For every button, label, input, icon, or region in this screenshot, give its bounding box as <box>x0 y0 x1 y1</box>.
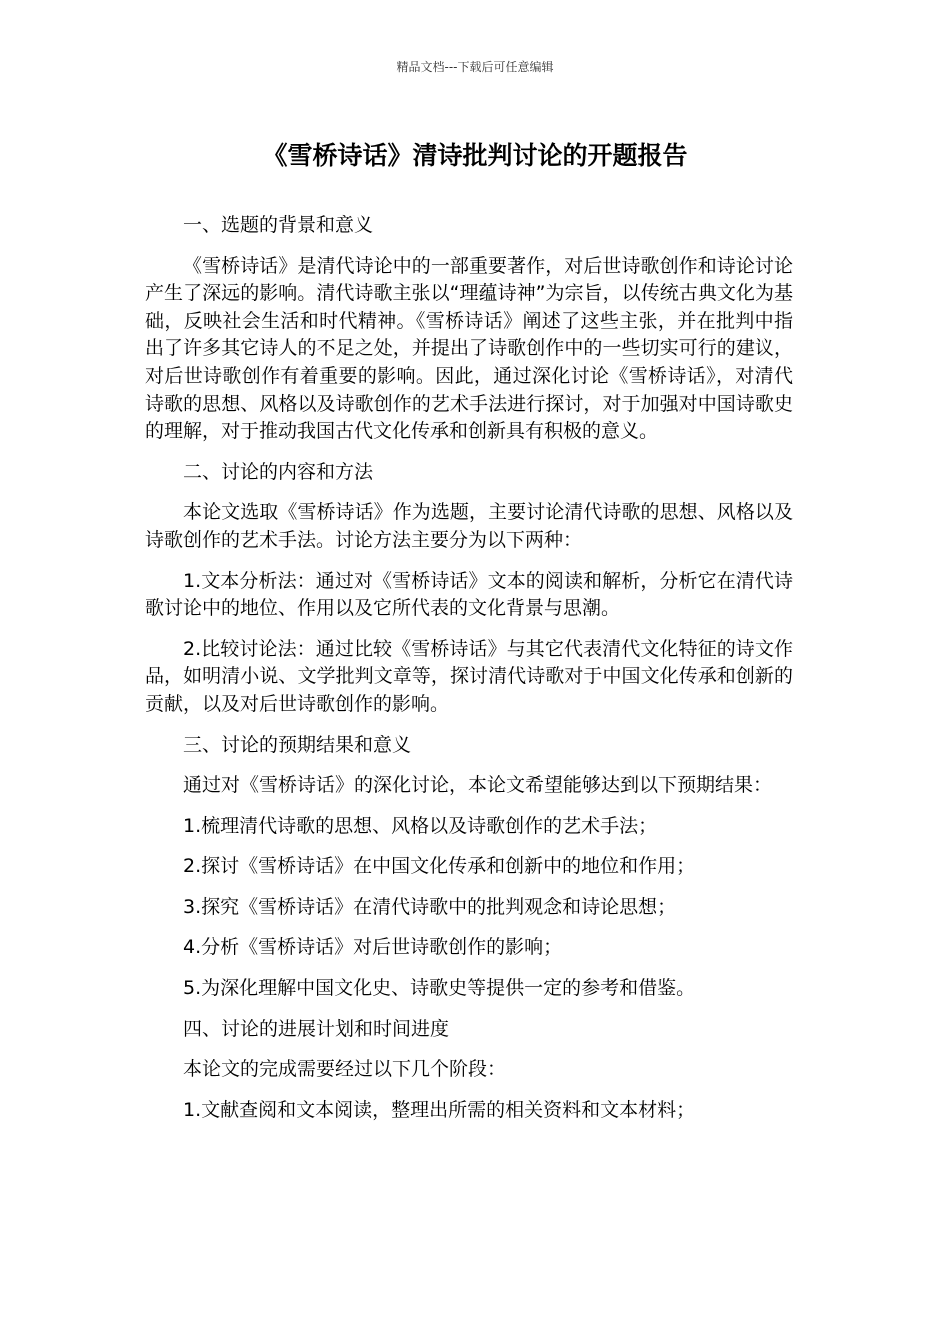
page-header-note: 精品文档---下载后可任意编辑 <box>396 60 554 74</box>
list-item-stage-1: 1.文献查阅和文本阅读，整理出所需的相关资料和文本材料； <box>183 1098 696 1121</box>
paragraph-content-method: 本论文选取《雪桥诗话》作为选题，主要讨论清代诗歌的思想、风格以及诗歌创作的艺术手法。讨论方法主要分为以下两种： <box>145 501 793 551</box>
list-item-method-1: 1.文本分析法：通过对《雪桥诗话》文本的阅读和解析，分析它在清代诗歌讨论中的地位、作用以及它所代表的文化背景与思潮。 <box>145 569 793 620</box>
list-item-result-3: 3.探究《雪桥诗话》在清代诗歌中的批判观念和诗论思想； <box>183 895 677 918</box>
list-item-method-2: 2.比较讨论法：通过比较《雪桥诗话》与其它代表清代文化特征的诗文作品，如明清小说、文学批判文章等，探讨清代诗歌对于中国文化传承和创新的贡献，以及对后世诗歌创作的影响。 <box>145 637 793 715</box>
section-heading-schedule: 四、讨论的进展计划和时间进度 <box>183 1017 450 1040</box>
list-item-result-1: 1.梳理清代诗歌的思想、风格以及诗歌创作的艺术手法； <box>183 814 658 837</box>
list-item-result-4: 4.分析《雪桥诗话》对后世诗歌创作的影响； <box>183 936 563 959</box>
section-heading-background: 一、选题的背景和意义 <box>183 214 374 236</box>
section-heading-expected-results: 三、讨论的预期结果和意义 <box>183 733 412 756</box>
list-item-result-2: 2.探讨《雪桥诗话》在中国文化传承和创新中的地位和作用； <box>183 855 696 878</box>
section-heading-content-method: 二、讨论的内容和方法 <box>183 460 374 483</box>
document-title: 《雪桥诗话》清诗批判讨论的开题报告 <box>262 141 688 170</box>
list-item-result-5: 5.为深化理解中国文化史、诗歌史等提供一定的参考和借鉴。 <box>183 977 696 1000</box>
paragraph-expected-results: 通过对《雪桥诗话》的深化讨论，本论文希望能够达到以下预期结果： <box>183 774 773 797</box>
paragraph-schedule: 本论文的完成需要经过以下几个阶段： <box>183 1058 507 1081</box>
document-body <box>145 212 793 1137</box>
paragraph-background: 《雪桥诗话》是清代诗论中的一部重要著作，对后世诗歌创作和诗论讨论产生了深远的影响。清代诗歌主张以“理蕴诗神”为宗旨，以传统古典文化为基础，反映社会生活和时代精神。《雪桥诗话》阐述了这些主张，并在批判中指出了许多其它诗人的不足之处，并提出了诗歌创作中的一些切实可行的建议，对后世诗歌创作有着重要的影响。因此，通过深化讨论《雪桥诗话》，对清代诗歌的思想、风格以及诗歌创作的艺术手法进行探讨，对于加强对中国诗歌史的理解，对于推动我国古代文化传承和创新具有积极的意义。 <box>145 254 793 443</box>
